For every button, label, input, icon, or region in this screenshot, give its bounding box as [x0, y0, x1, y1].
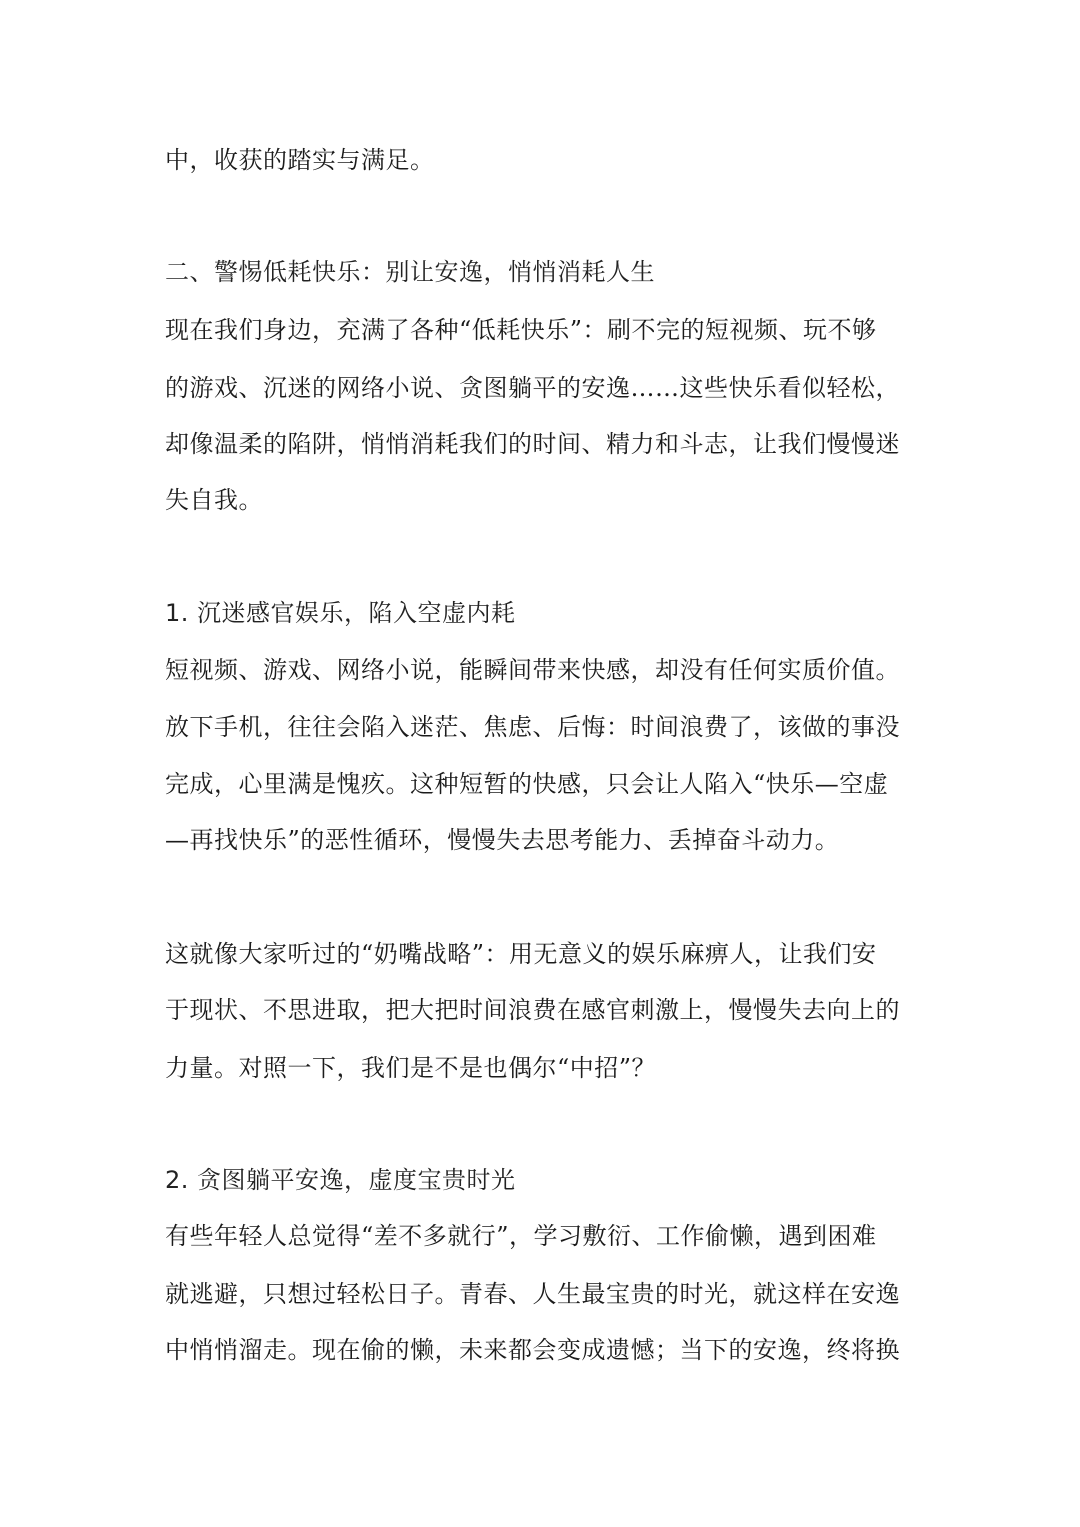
paragraph-line: 于现状、不思进取，把大把时间浪费在感官刺激上，慢慢失去向上的 [165, 996, 900, 1024]
paragraph-line: 完成，心里满是愧疚。这种短暂的快感，只会让人陷入“快乐—空虚 [165, 770, 889, 798]
paragraph-line: 力量。对照一下，我们是不是也偶尔“中招”？ [165, 1054, 657, 1082]
paragraph-line: 中悄悄溜走。现在偷的懒，未来都会变成遗憾；当下的安逸，终将换 [165, 1336, 900, 1364]
paragraph-line: 就逃避，只想过轻松日子。青春、人生最宝贵的时光，就这样在安逸 [165, 1280, 900, 1308]
paragraph-line: 中，收获的踏实与满足。 [165, 146, 435, 174]
section-heading: 二、警惕低耗快乐：别让安逸，悄悄消耗人生 [165, 258, 655, 286]
subsection-heading: 2. 贪图躺平安逸，虚度宝贵时光 [165, 1166, 516, 1194]
subsection-heading: 1. 沉迷感官娱乐，陷入空虚内耗 [165, 599, 516, 627]
paragraph-line: 现在我们身边，充满了各种“低耗快乐”：刷不完的短视频、玩不够 [165, 316, 877, 344]
paragraph-line: —再找快乐”的恶性循环，慢慢失去思考能力、丢掉奋斗动力。 [165, 826, 840, 854]
paragraph-line: 这就像大家听过的“奶嘴战略”：用无意义的娱乐麻痹人，让我们安 [165, 940, 877, 968]
paragraph-line: 短视频、游戏、网络小说，能瞬间带来快感，却没有任何实质价值。 [165, 656, 900, 684]
paragraph-line: 放下手机，往往会陷入迷茫、焦虑、后悔：时间浪费了，该做的事没 [165, 713, 900, 741]
paragraph-line: 有些年轻人总觉得“差不多就行”，学习敷衍、工作偷懒，遇到困难 [165, 1222, 877, 1250]
paragraph-line: 的游戏、沉迷的网络小说、贪图躺平的安逸……这些快乐看似轻松， [165, 374, 900, 402]
paragraph-line: 却像温柔的陷阱，悄悄消耗我们的时间、精力和斗志，让我们慢慢迷 [165, 430, 900, 458]
paragraph-line: 失自我。 [165, 486, 263, 514]
